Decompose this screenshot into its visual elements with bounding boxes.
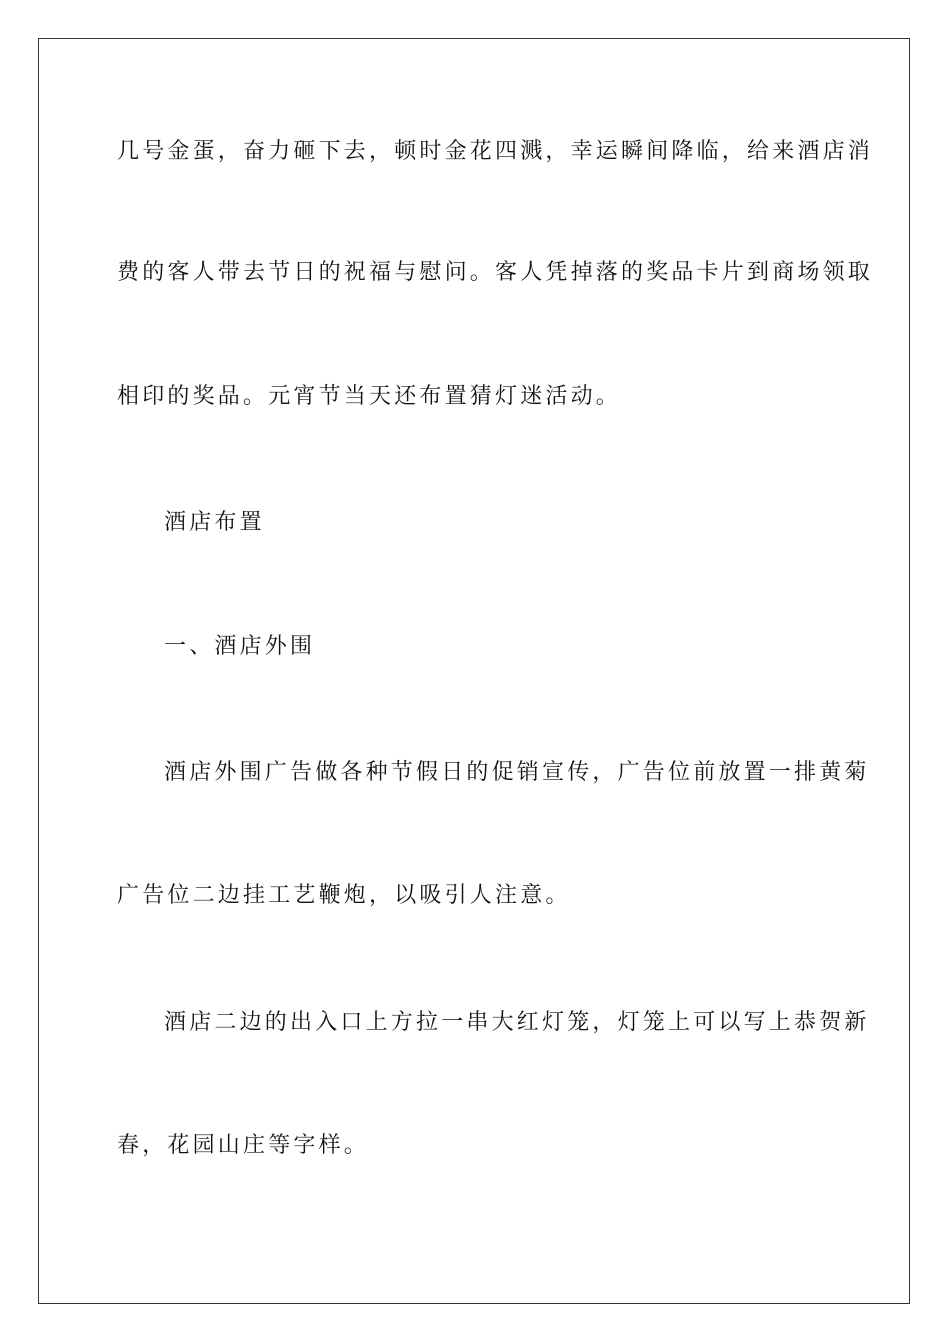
paragraph-line: 酒店二边的出入口上方拉一串大红灯笼，灯笼上可以写上恭贺新 <box>164 1010 870 1035</box>
paragraph-line: 几号金蛋，奋力砸下去，顿时金花四溅，幸运瞬间降临，给来酒店消 <box>117 139 874 164</box>
paragraph-line: 春，花园山庄等字样。 <box>117 1133 370 1158</box>
paragraph-line: 相印的奖品。元宵节当天还布置猜灯迷活动。 <box>117 384 622 409</box>
section-heading: 酒店布置 <box>164 510 265 535</box>
subsection-heading: 一、酒店外围 <box>164 634 316 659</box>
paragraph-line: 酒店外围广告做各种节假日的促销宣传，广告位前放置一排黄菊 <box>164 760 870 785</box>
paragraph-line: 广告位二边挂工艺鞭炮，以吸引人注意。 <box>117 883 571 908</box>
paragraph-line: 费的客人带去节日的祝福与慰问。客人凭掉落的奖品卡片到商场领取 <box>117 260 874 285</box>
page-border <box>38 38 910 1304</box>
